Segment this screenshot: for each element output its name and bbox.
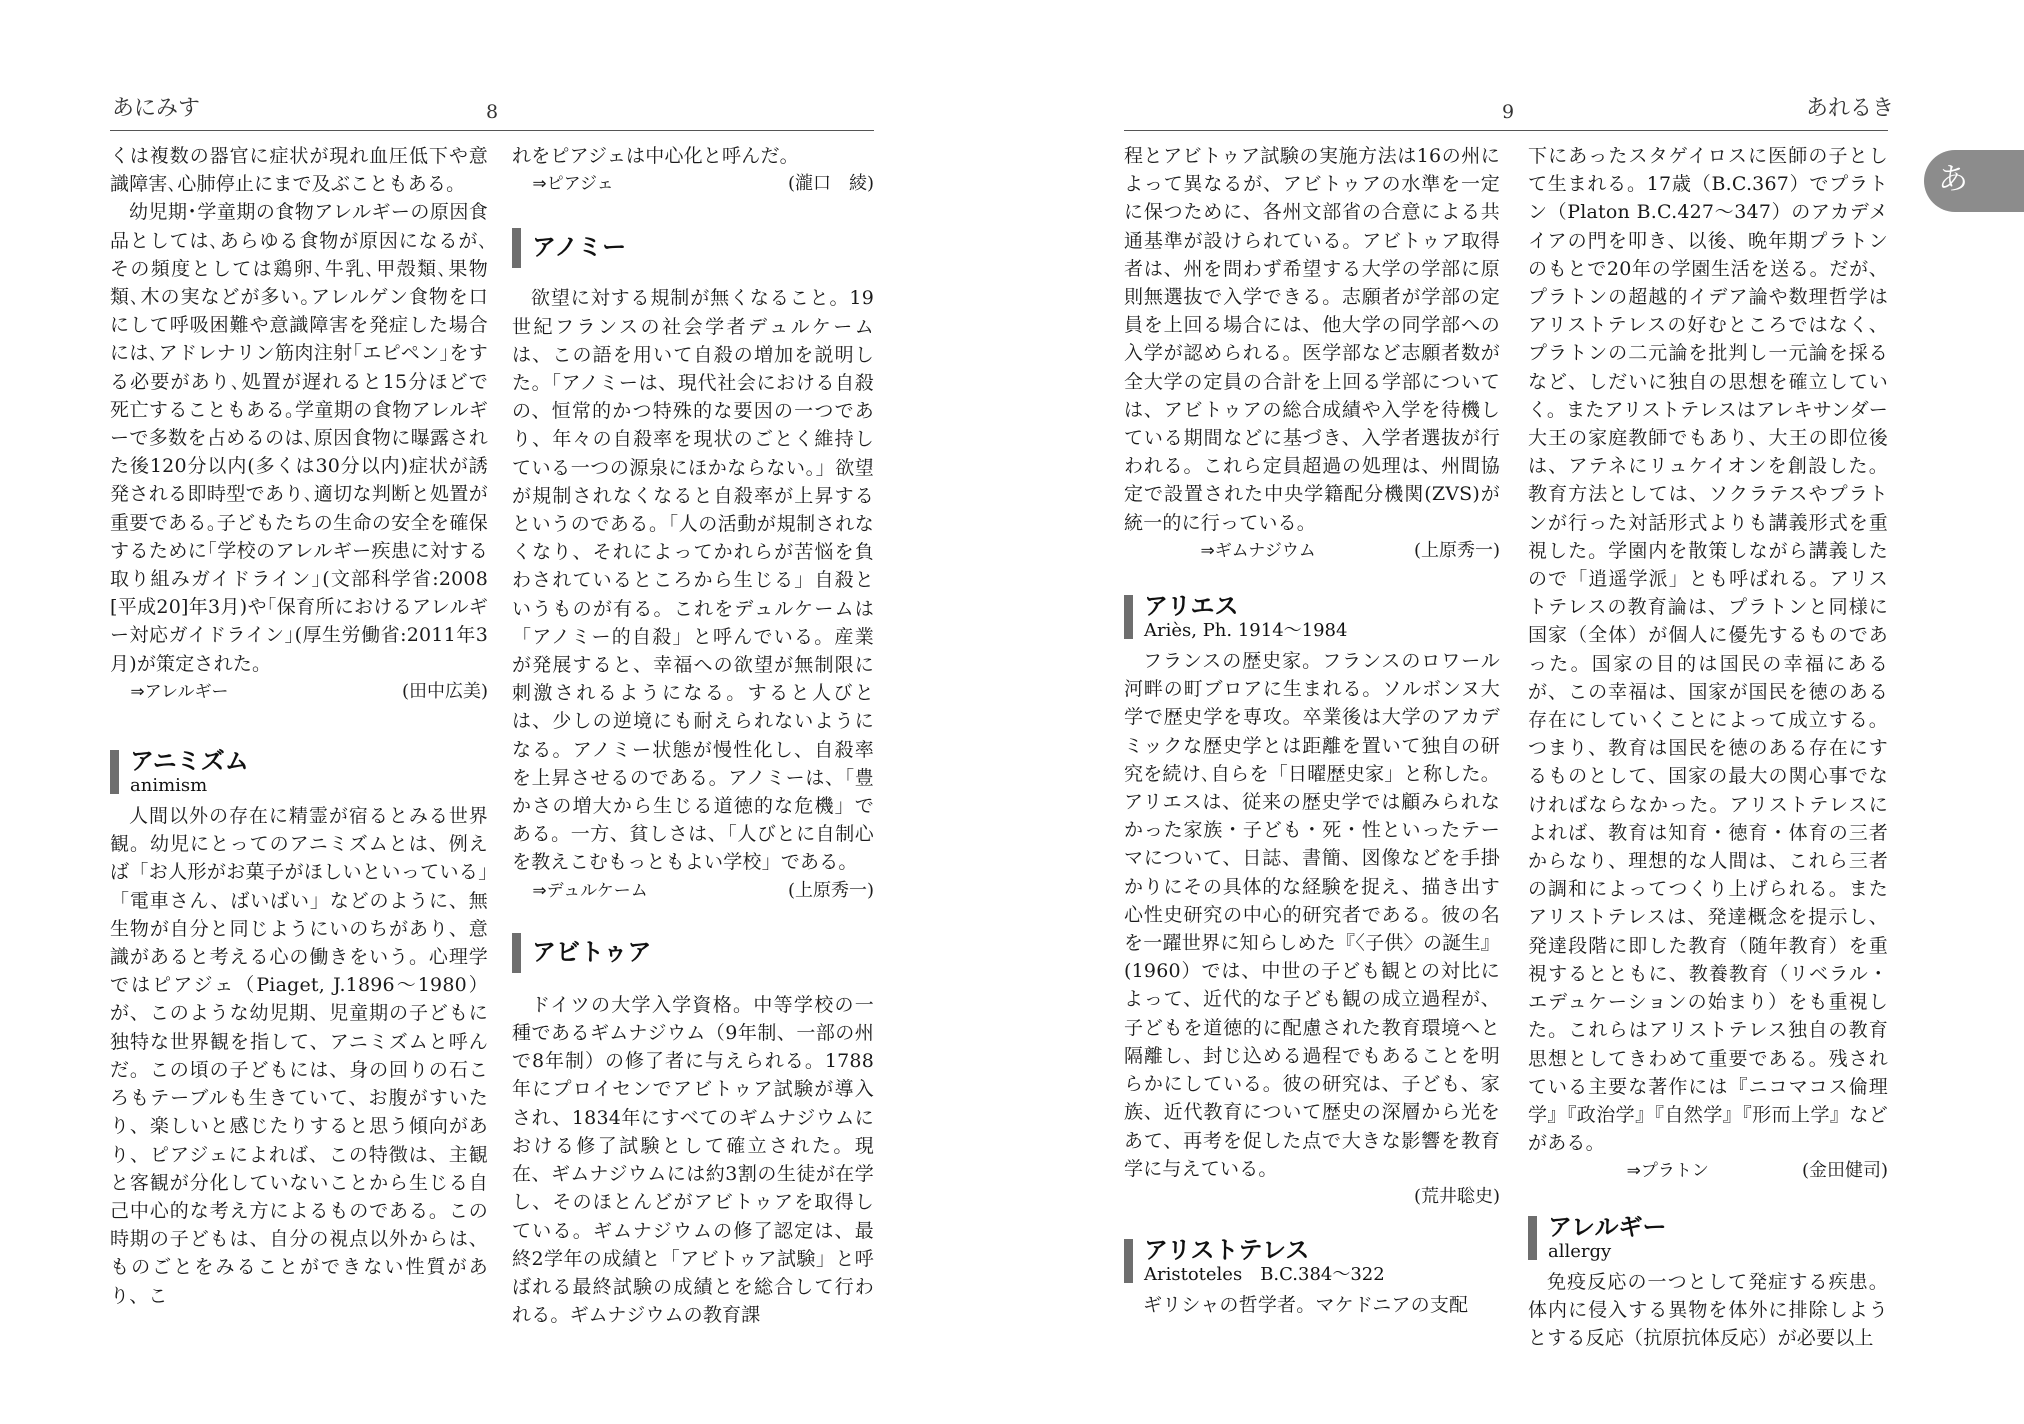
paragraph: 幼児期･学童期の食物アレルギーの原因食品としては､あらゆる食物が原因になるが､その頻度としては鶏卵､牛乳､甲殻類､果物類､木の実などが多い｡アレルゲン食物を口にして呼吸困難や意識障害を発症した場合には､アドレナリン筋肉注射｢エピペン｣をする必要があり､処置が遅れると15分ほどで死亡することもある｡学童期の食物アレルギーで多数を占めるのは､原因食物に曝露された後120分以内(多くは30分以内)症状が誘発される即時型であり､適切な判断と処置が重要である｡子どもたちの生命の安全を確保するために｢学校のアレルギー疾患に対する取り組みガイドライン｣(文部科学省:2008[平成20]年3月)や｢保育所におけるアレルギー対応ガイドライン｣(厚生労働省:2011年3月)が策定された。 — [110, 201, 488, 675]
author-credit: (田中広美) — [401, 680, 488, 702]
cross-reference-link[interactable]: ⇒ピアジェ — [532, 174, 614, 195]
thumb-tab-label: あ — [1938, 162, 1968, 197]
heading-bar — [512, 933, 521, 973]
cross-reference-row — [512, 170, 874, 198]
cross-reference-link[interactable]: ⇒プラトン — [1626, 1161, 1709, 1182]
entry-term: アリエス — [1144, 592, 1239, 621]
continued-text: れをピアジェは中心化と呼んだ。 — [512, 145, 799, 167]
entry-heading — [1124, 591, 1500, 641]
entry-heading — [512, 929, 874, 975]
column-1 — [1124, 142, 1500, 1317]
cross-reference-link[interactable]: ⇒アレルギー — [130, 681, 229, 702]
column-2 — [1528, 142, 1888, 1349]
entry-heading — [110, 746, 488, 796]
entry-body: 欲望に対する規制が無くなること。19世紀フランスの社会学者デュルケームは、この語を用いて自殺の増加を説明した。「アノミーは、現代社会における自殺の、恒常的かつ特殊的な要因の一つであり、年々の自殺率を現状のごとく維持している一つの源泉にほかならない。」欲望が規制されなくなると自殺率が上昇するというのである。「人の活動が規制されなくなり、それによってかれらが苦悩を負わされているところから生じる」自殺というものが有る。これをデュルケームは「アノミー的自殺」と呼んでいる。産業が発展すると、幸福への欲望が無制限に刺激されるようになる。すると人びとは、少しの逆境にも耐えられないようになる。アノミー状態が慢性化し、自殺率を上昇させるのである。アノミーは、「豊かさの増大から生じる道徳的な危機」である。一方、貧しさは、「人びとに自制心を教えこむもっともよい学校」である。 — [512, 287, 874, 874]
entry-term: アニミズム — [130, 747, 249, 776]
cross-reference-row — [512, 877, 874, 905]
heading-bar — [1124, 595, 1133, 639]
cross-reference-row — [1124, 537, 1500, 565]
continued-text: くは複数の器官に症状が現れ血圧低下や意識障害､心肺停止にまで及ぶこともある｡ — [110, 145, 488, 196]
heading-bar — [1124, 1239, 1133, 1283]
entry-subtitle: Aristoteles B.C.384～322 — [1144, 1264, 1385, 1286]
author-credit: (荒井聡史) — [1413, 1185, 1500, 1207]
author-credit: (瀧口 綾) — [787, 173, 874, 195]
left-page — [0, 0, 1000, 1424]
column-2 — [512, 142, 874, 1327]
entry-subtitle: Ariès, Ph. 1914～1984 — [1144, 620, 1348, 642]
index-thumb-tab[interactable] — [1924, 150, 2024, 212]
heading-bar — [512, 228, 521, 268]
entry-heading — [512, 224, 874, 270]
entry-heading — [1124, 1235, 1500, 1285]
header-rule — [110, 130, 874, 131]
header-guide-word: あれるき — [1806, 96, 1895, 121]
header-rule — [1124, 130, 1888, 131]
page-number: 9 — [1502, 101, 1515, 123]
continued-text: 下にあったスタゲイロスに医師の子として生まれる。17歳（B.C.367）でプラトン（Platon B.C.427～347）のアカデメイアの門を叩き、以後、晩年期プラトンのもとで20年の学園生活を送る。だが、プラトンの超越的イデア論や数理哲学はアリストテレスの好むところではなく、プラトンの二元論を批判し一元論を採るなど、しだいに独自の思想を確立していく。またアリストテレスはアレキサンダー大王の家庭教師でもあり、大王の即位後は、アテネにリュケイオンを創設した。教育方法としては、ソクラテスやプラトンが行った対話形式よりも講義形式を重視した。学園内を散策しながら講義したので「逍遥学派」とも呼ばれる。アリストテレスの教育論は、プラトンと同様に国家（全体）が個人に優先するものであった。国家の目的は国民の幸福にあるが、この幸福は、国家が国民を徳のある存在にしていくことによって成立する。つまり、教育は国民を徳のある存在にするものとして、国家の最大の関心事でなければならなかった。アリストテレスによれば、教育は知育・徳育・体育の三者からなり、理想的な人間は、これら三者の調和によってつくり上げられる。またアリストテレスは、発達概念を提示し、発達段階に即した教育（随年教育）を重視するとともに、教養教育（リベラル・エデュケーションの始まり）をも重視した。これらはアリストテレス独自の教育思想としてきわめて重要である。残されている主要な著作には『ニコマコス倫理学』『政治学』『自然学』『形而上学』などがある。 — [1528, 145, 1888, 1155]
author-credit: (上原秀一) — [787, 879, 874, 901]
cross-reference-row — [1528, 1157, 1888, 1185]
heading-bar — [110, 750, 119, 794]
cross-reference-link[interactable]: ⇒ギムナジウム — [1200, 540, 1316, 561]
column-1 — [110, 142, 488, 1317]
entry-subtitle: allergy — [1548, 1240, 1612, 1262]
cross-reference-row — [1124, 1183, 1500, 1211]
entry-term: アリストテレス — [1144, 1236, 1310, 1265]
entry-subtitle: animism — [130, 775, 208, 797]
author-credit: (上原秀一) — [1413, 539, 1500, 561]
entry-body: ドイツの大学入学資格。中等学校の一種であるギムナジウム（9年制、一部の州で8年制）の修了者に与えられる。1788年にプロイセンでアビトゥア試験が導入され、1834年にすべてのギムナジウムにおける修了試験として確立された。現在、ギムナジウムには約3割の生徒が在学し、そのほとんどがアビトゥアを取得している。ギムナジウムの修了認定は、最終2学年の成績と「アビトゥア試験」と呼ばれる最終試験の成績とを総合して行われる。ギムナジウムの教育課 — [512, 993, 874, 1327]
header-guide-word: あにみす — [112, 96, 201, 121]
entry-body: 免疫反応の一つとして発症する疾患。体内に侵入する異物を体外に排除しようとする反応（抗原抗体反応）が必要以上 — [1528, 1270, 1888, 1349]
page-number: 8 — [486, 101, 499, 123]
entry-body: ギリシャの哲学者。マケドニアの支配 — [1143, 1294, 1469, 1317]
entry-heading — [1528, 1212, 1888, 1262]
cross-reference-link[interactable]: ⇒デュルケーム — [532, 880, 648, 901]
author-credit: (金田健司) — [1801, 1160, 1888, 1182]
entry-term: アビトゥア — [532, 937, 652, 966]
entry-term: アレルギー — [1548, 1212, 1667, 1241]
cross-reference-row — [110, 678, 488, 706]
heading-bar — [1528, 1216, 1537, 1260]
entry-body: フランスの歴史家。フランスのロワール河畔の町ブロアに生まれる。ソルボンヌ大学で歴史学を専攻。卒業後は大学のアカデミックな歴史学とは距離を置いて独自の研究を続け､自らを「日曜歴史家」と称した。アリエスは、従来の歴史学では顧みられなかった家族・子ども・死・性といったテーマについて、日誌、書簡、図像などを手掛かりにその具体的な経験を捉え、描き出す心性史研究の中心的研究者である。彼の名を一躍世界に知らしめた『〈子供〉の誕生』(1960）では、中世の子ども観との対比によって、近代的な子ども観の成立過程が、子どもを道徳的に配慮された教育環境へと隔離し、封じ込める過程でもあることを明らかにしている。彼の研究は、子ども、家族、近代教育について歴史の深層から光をあて、再考を促した点で大きな影響を教育学に与えている。 — [1124, 650, 1500, 1180]
entry-body: 人間以外の存在に精霊が宿るとみる世界観。幼児にとってのアニミズムとは、例えば「お人形がお菓子がほしいといっている」「電車さん、ばいばい」などのように、無生物が自分と同じようにいのちがあり、意識があると考える心の働きをいう。心理学ではピアジェ（Piaget, J.1896～1980）が、このような幼児期、児童期の子どもに独特な世界観を指して、アニミズムと呼んだ。この頃の子どもには、身の回りの石ころもテーブルも生きていて、お腹がすいたり、楽しいと感じたりすると思う傾向があり、ピアジェによれば、この特徴は、主観と客観が分化していないことから生じる自己中心的な考え方によるものである。この時期の子どもは、自分の視点以外からは、ものごとをみることができない性質があり、こ — [110, 805, 488, 1307]
entry-term: アノミー — [532, 233, 627, 262]
right-page — [1000, 0, 2000, 1424]
continued-text: 程とアビトゥア試験の実施方法は16の州によって異なるが、アビトゥアの水準を一定に保つために、各州文部省の合意による共通基準が設けられている。アビトゥア取得者は、州を問わず希望する大学の学部に原則無選抜で入学できる。志願者が学部の定員を上回る場合には、他大学の同学部への入学が認められる。医学部など志願者数が全大学の定員の合計を上回る学部については、アビトゥアの総合成績や入学を待機している期間などに基づき、入学者選抜が行われる。これら定員超過の処理は、州間協定で設置された中央学籍配分機関(ZVS)が統一的に行っている。 — [1124, 145, 1500, 534]
